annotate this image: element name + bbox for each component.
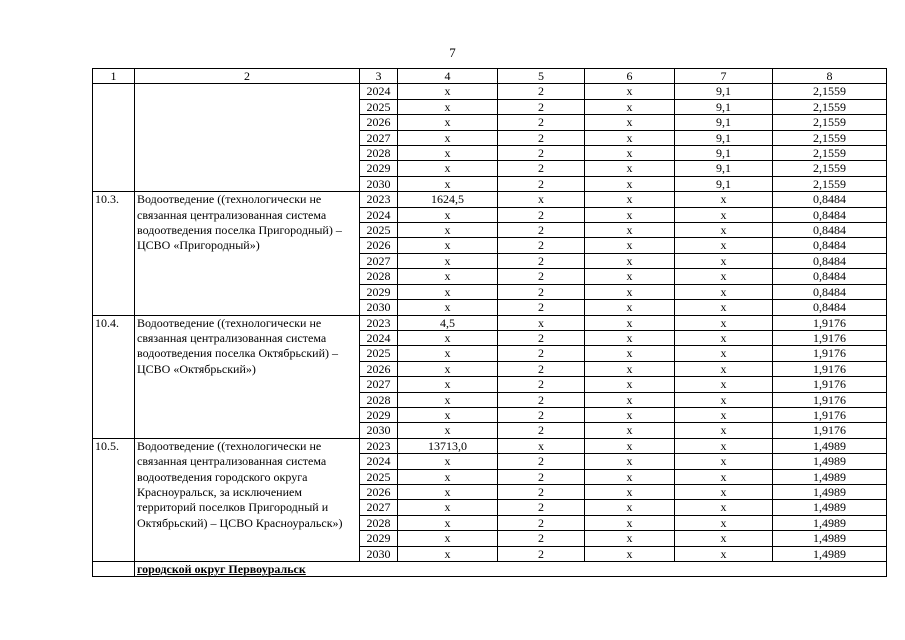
page-number: 7 [449,45,456,60]
table-cell: x [585,176,675,191]
table-cell: 0,8484 [773,223,887,238]
table-cell: 1,9176 [773,315,887,330]
table-cell: 2028 [360,392,398,407]
table-cell: x [398,469,498,484]
table-cell: x [398,130,498,145]
table-cell: 2 [498,407,585,422]
table-cell: 0,8484 [773,269,887,284]
table-cell: 2 [498,207,585,222]
table-cell: 2026 [360,238,398,253]
table-cell: x [585,192,675,207]
table-cell: x [675,300,773,315]
table-cell: 2025 [360,223,398,238]
table-cell: 0,8484 [773,192,887,207]
header-row [93,69,887,84]
table-cell: 2030 [360,300,398,315]
table-cell: x [675,531,773,546]
table-cell: x [585,531,675,546]
table-cell: x [585,330,675,345]
table-cell: x [585,423,675,438]
table-cell: 2,1559 [773,176,887,191]
table-cell: x [398,423,498,438]
table-cell: 9,1 [675,146,773,161]
table-cell: x [675,377,773,392]
table-cell: 2,1559 [773,161,887,176]
header-cell: 4 [398,69,498,84]
table-cell: 2 [498,176,585,191]
table-cell: 2 [498,361,585,376]
table-cell: 2027 [360,253,398,268]
table-cell: 1,9176 [773,330,887,345]
table-cell: x [398,407,498,422]
section-description: Водоотведение ((технологически не связанная централизованная система водоотведения городского округа Красноуральск, за исключением территорий поселков Пригородный и Октябрьский) – ЦСВО Красноуральск») [135,438,360,561]
table-cell: 2,1559 [773,130,887,145]
table-cell: 2025 [360,469,398,484]
table-cell: 2024 [360,84,398,99]
table-cell: x [585,454,675,469]
table-cell: 2 [498,284,585,299]
table-cell: 2025 [360,346,398,361]
table-cell: 2 [498,84,585,99]
table-cell: 2,1559 [773,146,887,161]
table-cell: x [498,315,585,330]
table-cell: x [675,315,773,330]
table-cell: x [585,438,675,453]
table-cell: 2028 [360,515,398,530]
table-cell: x [585,84,675,99]
table-cell: 2,1559 [773,99,887,114]
table-cell: 2 [498,515,585,530]
table-cell: 2 [498,130,585,145]
table-cell: 9,1 [675,161,773,176]
table-cell: x [675,546,773,561]
table-cell: 1,9176 [773,407,887,422]
table-body [93,69,887,577]
section-number [93,84,135,192]
tariff-table [92,68,887,577]
table-cell: 2 [498,346,585,361]
table-cell: 2 [498,484,585,499]
table-cell: 1,9176 [773,423,887,438]
table-cell: x [398,223,498,238]
table-cell: x [398,238,498,253]
section-description: Водоотведение ((технологически не связанная централизованная система водоотведения поселка Октябрьский) – ЦСВО «Октябрьский») [135,315,360,438]
table-cell: x [675,253,773,268]
table-cell: x [398,300,498,315]
table-cell: x [398,84,498,99]
table-cell: 2 [498,423,585,438]
table-cell: x [675,223,773,238]
table-cell: x [398,146,498,161]
table-cell: 1,9176 [773,377,887,392]
table-cell: x [398,330,498,345]
table-cell: 2027 [360,500,398,515]
table-cell: x [675,407,773,422]
table-cell: 2029 [360,407,398,422]
table-cell: x [398,361,498,376]
table-cell: 9,1 [675,115,773,130]
section-number: 10.5. [93,438,135,561]
table-cell: 2029 [360,284,398,299]
table-cell: 1624,5 [398,192,498,207]
table-cell: 2 [498,161,585,176]
table-cell: x [675,192,773,207]
table-cell: 1,4989 [773,546,887,561]
table-cell: x [585,130,675,145]
table-cell: x [398,176,498,191]
header-cell: 8 [773,69,887,84]
table-cell: 2029 [360,531,398,546]
table-cell: 2 [498,253,585,268]
table-cell: x [585,392,675,407]
table-cell: 2030 [360,176,398,191]
table-cell: 9,1 [675,99,773,114]
table-cell: x [675,500,773,515]
table-cell: x [398,515,498,530]
table-row [93,315,887,330]
table-cell: 1,4989 [773,454,887,469]
table-cell: 2 [498,500,585,515]
table-cell: x [675,346,773,361]
table-cell: x [585,99,675,114]
table-cell: 2 [498,546,585,561]
header-cell: 3 [360,69,398,84]
table-cell: x [585,500,675,515]
section-description [135,84,360,192]
table-cell: x [675,454,773,469]
table-cell: 1,9176 [773,346,887,361]
table-cell: x [675,361,773,376]
table-cell: x [398,284,498,299]
table-cell: 1,9176 [773,361,887,376]
table-cell: 1,4989 [773,515,887,530]
table-cell: x [585,269,675,284]
table-cell: x [398,99,498,114]
table-cell: x [585,484,675,499]
table-cell: 2027 [360,130,398,145]
section-description: Водоотведение ((технологически не связанная централизованная система водоотведения поселка Пригородный) – ЦСВО «Пригородный») [135,192,360,315]
footer-row [93,562,887,577]
table-cell: 2 [498,469,585,484]
table-cell: x [585,115,675,130]
table-cell: x [675,484,773,499]
table-cell: 2 [498,238,585,253]
table-cell: x [675,238,773,253]
table-cell: x [675,392,773,407]
table-cell: 2025 [360,99,398,114]
table-cell: x [398,454,498,469]
table-cell: 2023 [360,315,398,330]
table-cell: 0,8484 [773,207,887,222]
table-cell: x [585,515,675,530]
table-cell: 2 [498,300,585,315]
table-cell: 2030 [360,546,398,561]
header-cell: 2 [135,69,360,84]
header-cell: 7 [675,69,773,84]
table-cell: x [498,192,585,207]
table-cell: 2 [498,531,585,546]
table-row [93,84,887,99]
table-cell: x [398,253,498,268]
table-cell: 1,4989 [773,484,887,499]
table-cell: x [675,423,773,438]
table-cell: 2 [498,99,585,114]
table-cell: 9,1 [675,130,773,145]
table-cell: x [398,531,498,546]
table-cell: x [675,284,773,299]
table-cell: x [585,238,675,253]
table-cell: x [585,346,675,361]
table-cell: 2 [498,146,585,161]
table-cell: 4,5 [398,315,498,330]
footer-region-title: городской округ Первоуральск [137,562,306,576]
table-cell: x [585,377,675,392]
footer-empty-cell [93,562,135,577]
table-cell: 0,8484 [773,284,887,299]
table-row [93,192,887,207]
table-cell: 2026 [360,361,398,376]
table-cell: 0,8484 [773,238,887,253]
section-number: 10.3. [93,192,135,315]
table-cell: x [398,546,498,561]
table-cell: 1,9176 [773,392,887,407]
table-cell: x [585,300,675,315]
table-cell: x [585,546,675,561]
table-cell: 1,4989 [773,500,887,515]
header-cell: 5 [498,69,585,84]
table-cell: 2024 [360,330,398,345]
table-cell: 2,1559 [773,84,887,99]
table-cell: 2 [498,269,585,284]
table-cell: x [585,407,675,422]
table-cell: 2 [498,115,585,130]
table-cell: x [675,330,773,345]
table-cell: 2029 [360,161,398,176]
table-cell: 2 [498,377,585,392]
section-number: 10.4. [93,315,135,438]
table-cell: 2024 [360,207,398,222]
table-cell: x [675,269,773,284]
table-cell: 1,4989 [773,531,887,546]
table-cell: x [585,361,675,376]
table-cell: 2023 [360,438,398,453]
table-cell: x [585,146,675,161]
table-cell: x [398,161,498,176]
table-cell: x [675,207,773,222]
table-cell: 9,1 [675,176,773,191]
table-cell: 2,1559 [773,115,887,130]
table-cell: x [398,207,498,222]
table-cell: 2026 [360,115,398,130]
table-cell: 2 [498,330,585,345]
table-cell: 0,8484 [773,300,887,315]
table-cell: 2027 [360,377,398,392]
table-cell: 2 [498,223,585,238]
table-cell: x [675,469,773,484]
table-cell: 2030 [360,423,398,438]
table-cell: x [498,438,585,453]
table-row [93,438,887,453]
table-cell: 2023 [360,192,398,207]
table-cell: 1,4989 [773,469,887,484]
table-cell: x [398,269,498,284]
table-cell: 2028 [360,269,398,284]
table-cell: x [398,115,498,130]
table-cell: x [585,315,675,330]
table-cell: 2026 [360,484,398,499]
table-cell: 2 [498,392,585,407]
table-cell: x [585,207,675,222]
table-cell: x [585,284,675,299]
table-cell: x [675,438,773,453]
table-cell: x [398,500,498,515]
table-cell: 1,4989 [773,438,887,453]
table-cell: 2028 [360,146,398,161]
table-cell: 0,8484 [773,253,887,268]
header-cell: 1 [93,69,135,84]
table-cell: x [398,484,498,499]
table-cell: x [585,469,675,484]
table-cell: x [398,392,498,407]
table-cell: x [398,346,498,361]
table-cell: 9,1 [675,84,773,99]
header-cell: 6 [585,69,675,84]
table-cell: 2024 [360,454,398,469]
table-cell: x [585,223,675,238]
table-cell: x [398,377,498,392]
table-cell: x [675,515,773,530]
table-cell: x [585,253,675,268]
table-cell: 2 [498,454,585,469]
table-cell: 13713,0 [398,438,498,453]
table-cell: x [585,161,675,176]
footer-cell [135,562,887,577]
